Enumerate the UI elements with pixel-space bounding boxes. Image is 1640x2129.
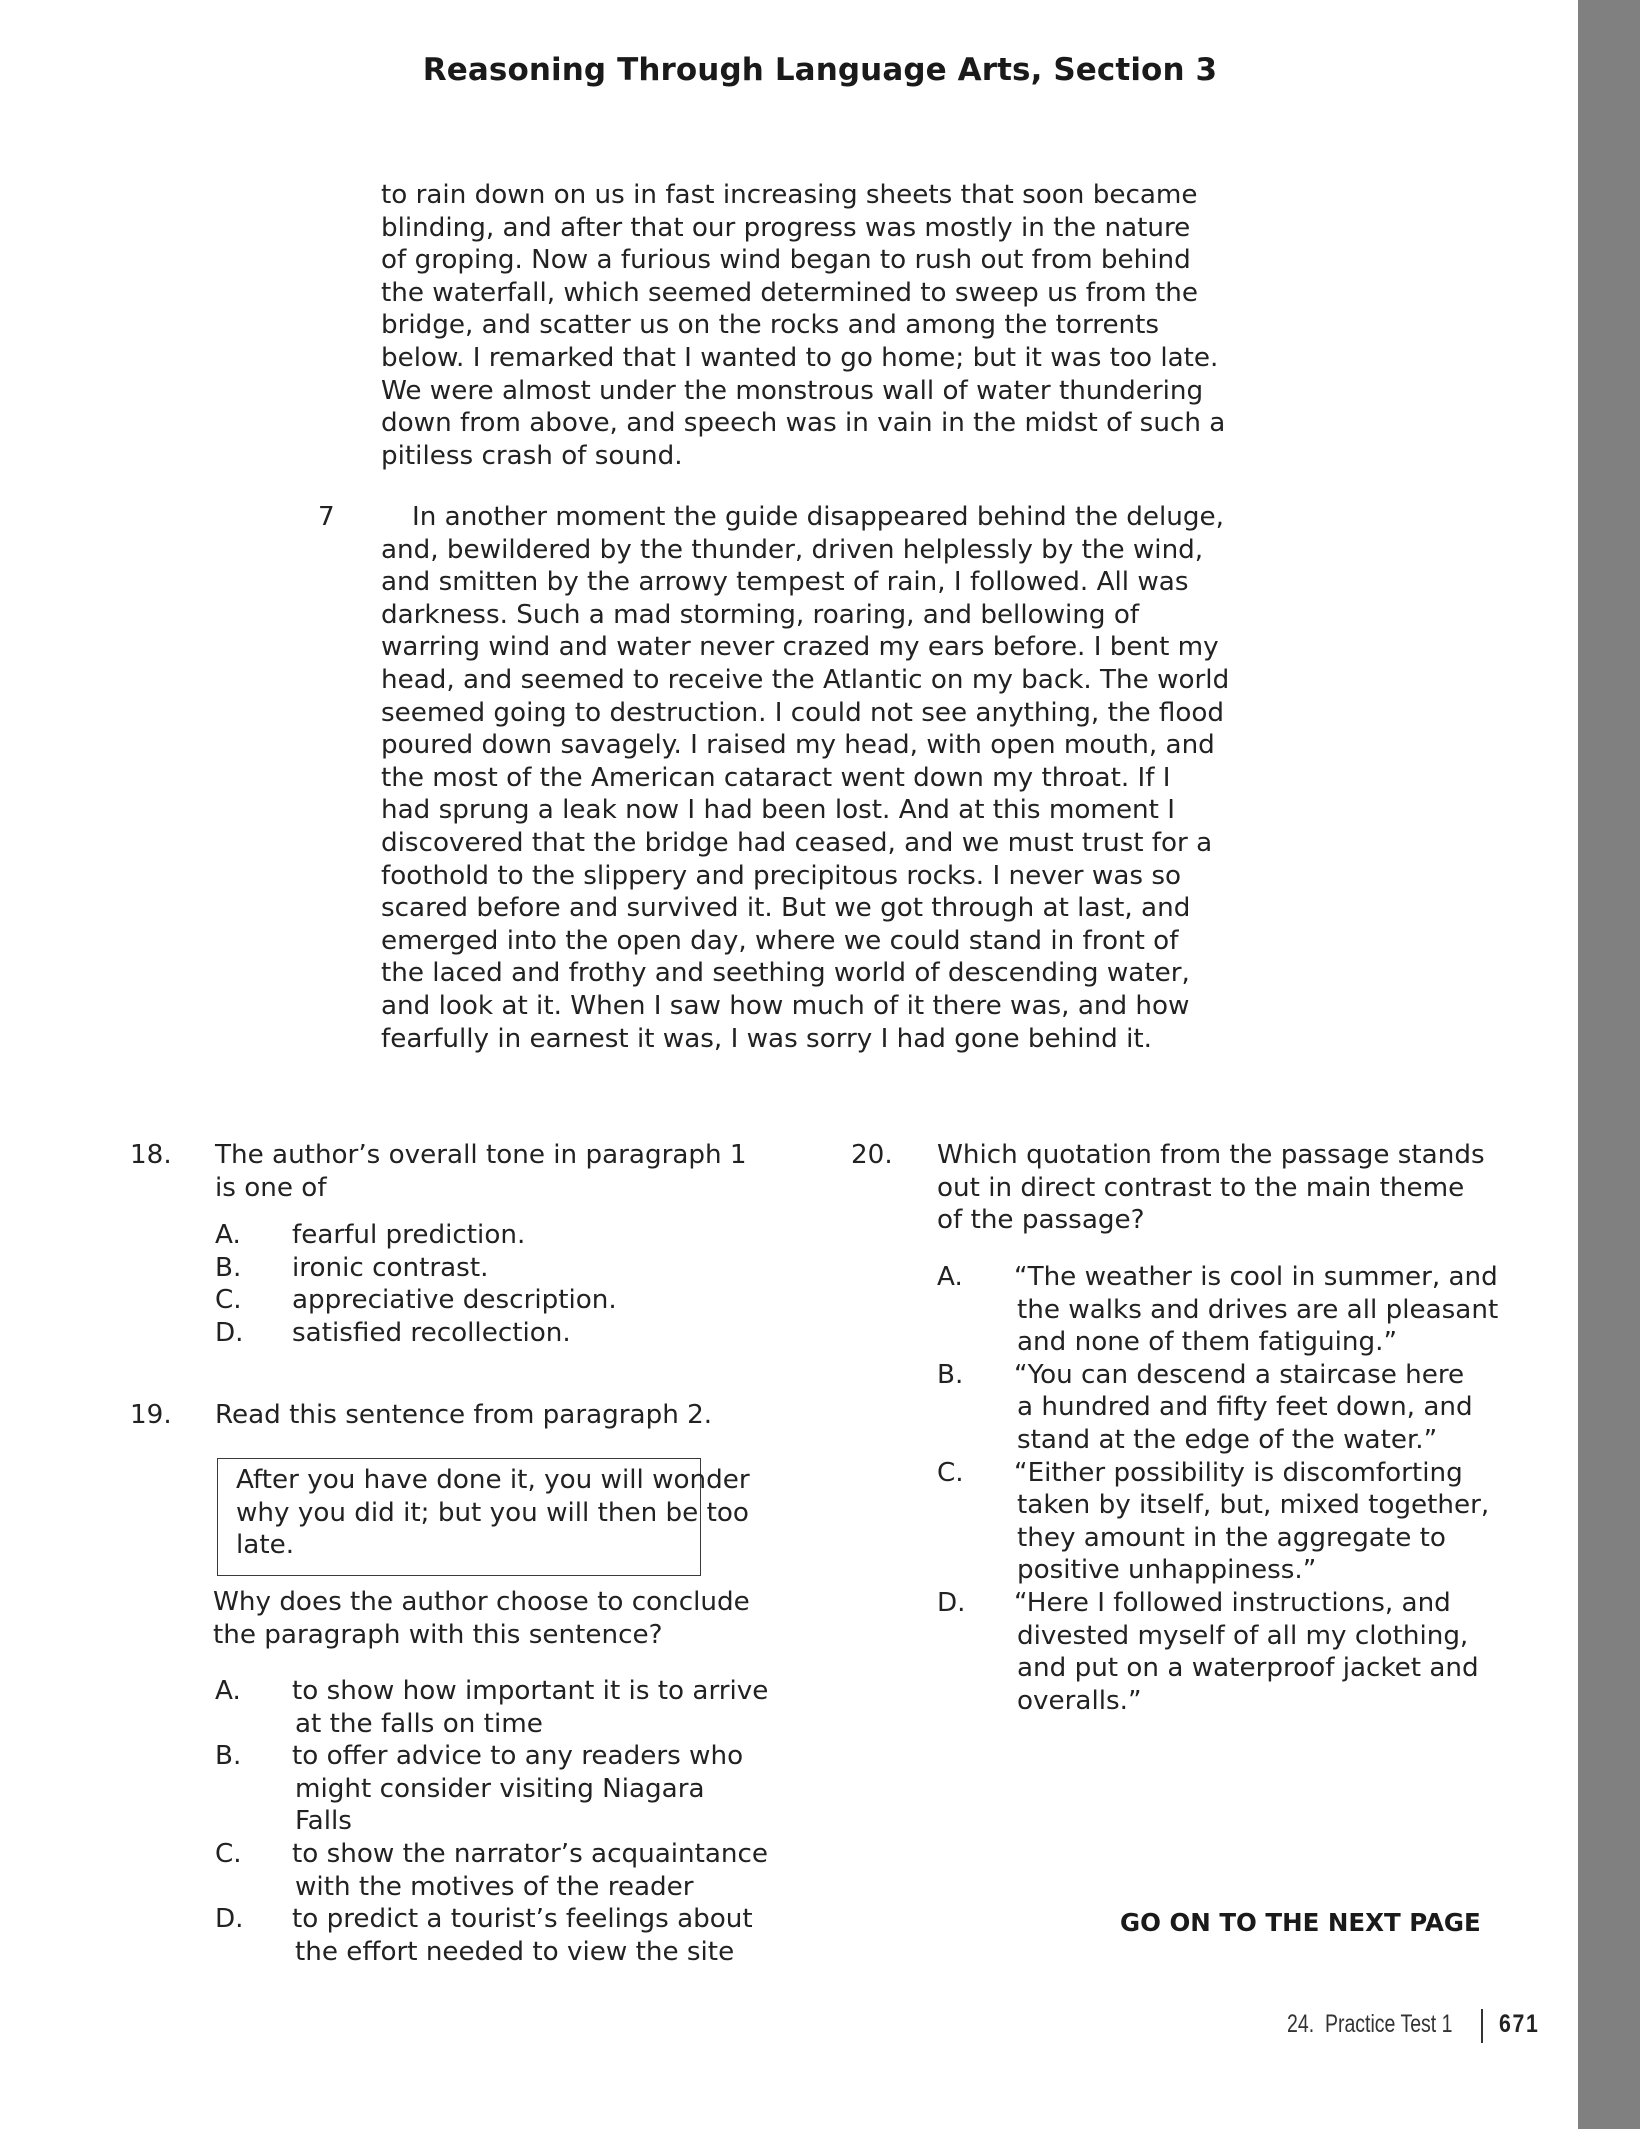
option-text: “Either possibility is discomforting (1014, 1457, 1463, 1488)
footer-chapter-label: 24. Practice Test 1 (1287, 2010, 1453, 2038)
option-text: positive unhappiness.” (1017, 1555, 1317, 1586)
option-text: and none of them fatiguing.” (1017, 1327, 1398, 1358)
passage-line: In another moment the guide disappeared behind the deluge, (412, 502, 1224, 532)
passage-line: below. I remarked that I wanted to go home; but it was too late. (381, 343, 1219, 373)
passage-line: and smitten by the arrowy tempest of rain, I followed. All was (381, 567, 1189, 598)
option-letter: C. (937, 1457, 964, 1488)
question-prompt: the paragraph with this sentence? (213, 1619, 663, 1650)
passage-line: seemed going to destruction. I could not see anything, the flood (381, 697, 1225, 728)
question-stem: of the passage? (937, 1205, 1145, 1236)
question-prompt: Why does the author choose to conclude (213, 1587, 750, 1617)
quoted-sentence-line: why you did it; but you will then be too (236, 1497, 749, 1528)
passage-line: fearfully in earnest it was, I was sorry I had gone behind it. (381, 1023, 1152, 1054)
passage-line: pitiless crash of sound. (381, 440, 683, 471)
option-letter: D. (215, 1904, 244, 1935)
option-text: taken by itself, but, mixed together, (1017, 1490, 1490, 1521)
passage-line: scared before and survived it. But we got through at last, and (381, 893, 1191, 924)
passage-line: warring wind and water never crazed my ears before. I bent my (381, 632, 1219, 663)
question-stem: out in direct contrast to the main theme (937, 1172, 1465, 1203)
question-number: 20. (851, 1140, 893, 1170)
option-letter: C. (215, 1839, 242, 1869)
passage-line: the laced and frothy and seething world of descending water, (381, 958, 1190, 989)
option-text: might consider visiting Niagara (295, 1773, 705, 1804)
option-text: to show how important it is to arrive (292, 1676, 769, 1706)
footer-divider (1481, 2009, 1483, 2043)
page-title (0, 52, 1640, 88)
option-text: with the motives of the reader (295, 1871, 694, 1902)
option-letter: A. (937, 1262, 963, 1292)
passage-line: the most of the American cataract went down my throat. If I (381, 762, 1171, 793)
option-text: to show the narrator’s acquaintance (292, 1839, 769, 1869)
option-letter: B. (215, 1741, 242, 1772)
quoted-sentence-line: late. (236, 1530, 295, 1561)
option-text: stand at the edge of the water.” (1017, 1425, 1438, 1455)
passage-line: discovered that the bridge had ceased, and we must trust for a (381, 828, 1213, 858)
option-text: they amount in the aggregate to (1017, 1522, 1446, 1553)
question-stem: The author’s overall tone in paragraph 1 (215, 1140, 747, 1170)
paragraph-number: 7 (318, 502, 335, 532)
quoted-sentence-line: After you have done it, you will wonder (236, 1465, 750, 1495)
page-title-text: Reasoning Through Language Arts, Section 3 (422, 52, 1218, 88)
passage-line: and look at it. When I saw how much of it there was, and how (381, 991, 1190, 1021)
passage-line: darkness. Such a mad storming, roaring, and bellowing of (381, 599, 1140, 630)
option-text: “The weather is cool in summer, and (1014, 1262, 1498, 1292)
question-number: 18. (130, 1140, 172, 1170)
option-text: and put on a waterproof jacket and (1017, 1653, 1479, 1684)
page-number: 671 (1499, 2010, 1540, 2038)
passage-line: of groping. Now a furious wind began to rush out from behind (381, 245, 1191, 276)
option-letter: B. (937, 1359, 964, 1390)
page-edge-bar (1578, 0, 1640, 2129)
option-text: divested myself of all my clothing, (1017, 1620, 1469, 1651)
option-text: satisfied recollection. (292, 1317, 571, 1348)
question-stem: Read this sentence from paragraph 2. (215, 1400, 713, 1430)
option-text: the walks and drives are all pleasant (1017, 1294, 1499, 1325)
passage-line: down from above, and speech was in vain in the midst of such a (381, 408, 1226, 439)
option-text: Falls (295, 1806, 352, 1837)
passage-line: poured down savagely. I raised my head, with open mouth, and (381, 730, 1215, 761)
option-text: “Here I followed instructions, and (1014, 1588, 1451, 1618)
option-letter: A. (215, 1676, 241, 1706)
option-text: a hundred and fifty feet down, and (1017, 1392, 1473, 1423)
option-text: overalls.” (1017, 1685, 1142, 1716)
option-text: ironic contrast. (292, 1252, 489, 1283)
passage-line: and, bewildered by the thunder, driven helplessly by the wind, (381, 534, 1204, 565)
option-text: at the falls on time (295, 1708, 543, 1739)
option-text: fearful prediction. (292, 1220, 526, 1250)
passage-line: foothold to the slippery and precipitous rocks. I never was so (381, 860, 1181, 891)
option-text: to predict a tourist’s feelings about (292, 1904, 753, 1935)
option-letter: B. (215, 1252, 242, 1283)
passage-line: We were almost under the monstrous wall of water thundering (381, 375, 1204, 406)
option-text: the effort needed to view the site (295, 1936, 735, 1967)
option-letter: D. (215, 1317, 244, 1348)
passage-line: had sprung a leak now I had been lost. And at this moment I (381, 795, 1175, 826)
passage-line: to rain down on us in fast increasing sheets that soon became (381, 180, 1198, 210)
option-text: appreciative description. (292, 1285, 617, 1316)
option-letter: D. (937, 1588, 966, 1618)
passage-line: the waterfall, which seemed determined to sweep us from the (381, 277, 1198, 308)
question-stem: is one of (215, 1172, 327, 1203)
passage-line: blinding, and after that our progress was mostly in the nature (381, 212, 1191, 243)
option-letter: A. (215, 1220, 241, 1250)
option-letter: C. (215, 1285, 242, 1316)
option-text: “You can descend a staircase here (1014, 1359, 1465, 1390)
question-number: 19. (130, 1400, 172, 1430)
passage-line: bridge, and scatter us on the rocks and among the torrents (381, 310, 1160, 341)
passage-line: head, and seemed to receive the Atlantic on my back. The world (381, 665, 1230, 695)
question-stem: Which quotation from the passage stands (937, 1140, 1485, 1170)
go-on-next-page-label: GO ON TO THE NEXT PAGE (1120, 1908, 1481, 1937)
option-text: to offer advice to any readers who (292, 1741, 744, 1772)
passage-line: emerged into the open day, where we could stand in front of (381, 925, 1179, 956)
